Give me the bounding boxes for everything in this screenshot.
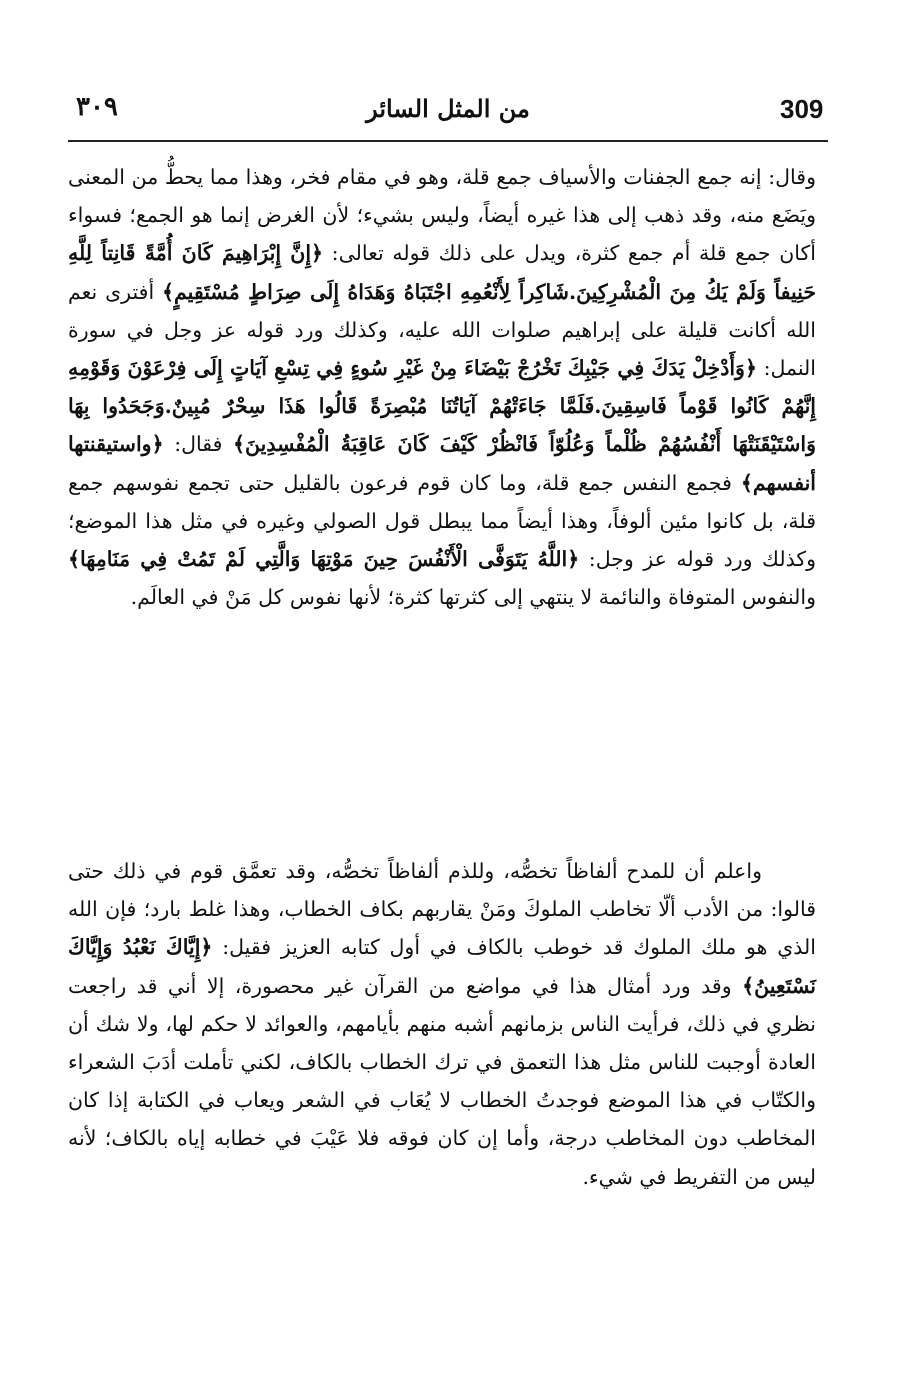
- page-number-arabic: ٣٠٩: [76, 92, 118, 122]
- quran-quote-anfusuhum: ﴿واستيقنتها أنفسهم﴾: [68, 432, 816, 495]
- quran-verse-fatiha: ﴿إِيَّاكَ نَعْبُدُ وَإِيَّاكَ نَسْتَعِينُ﴾: [68, 935, 816, 998]
- paragraph-2-text-b: وقد ورد أمثال هذا في مواضع من القرآن غير محصورة، إلا أني قد راجعت نظري في ذلك، فرأيت الناس بزمانهم أشبه منهم بأيامهم، والعوائد لا حكم لها، ولا شك أن العادة أوجبت للناس مثل هذا التعمق في ترك الخطاب بالكاف، لكني تأملت أدَبَ الشعراء والكتّاب في هذا الموضع فوجدتُ الخطاب لا يُعَاب في الشعر ويعاب في الكتابة إذا كان المخاطب دون المخاطب درجة، وأما إن كان فوقه فلا عَيْبَ في خطابه إياه بالكاف؛ لأنه ليس من التفريط في شيء.: [68, 973, 816, 1189]
- header-divider: [68, 140, 828, 142]
- paragraph-2-text-a: واعلم أن للمدح ألفاظاً تخصُّه، وللذم ألفاظاً تخصُّه، وقد تعمَّق قوم في ذلك حتى قالوا: من الأدب ألّا تخاطب الملوكَ ومَنْ يقاربهم بكاف الخطاب، وهذا غلط بارد؛ فإن الله الذي هو ملك الملوك قد خوطب بالكاف في أول كتابه العزيز فقيل:: [68, 859, 816, 960]
- page-number-latin: 309: [780, 94, 824, 124]
- paragraph-2: [68, 852, 816, 1196]
- paragraph-1: [68, 158, 816, 616]
- quran-verse-ibrahim: ﴿إِنَّ إِبْرَاهِيمَ كَانَ أُمَّةً قَانِتاً لِلَّهِ حَنِيفاً وَلَمْ يَكُ مِنَ الْمُشْرِكِينَ.شَاكِراً لِأَنْعُمِهِ اجْتَبَاهُ وَهَدَاهُ إِلَى صِرَاطٍ مُسْتَقِيمٍ﴾: [68, 241, 816, 304]
- paragraph-1-text-c: فقال:: [163, 432, 234, 457]
- page-header: [68, 86, 828, 136]
- paragraph-1-text-d: فجمع النفس جمع قلة، وما كان قوم فرعون بالقليل حتى تجمع نفوسهم جمع قلة، بل كانوا مئين ألوفاً، وهذا أيضاً مما يبطل قول الصولي وغيره في مثل هذا الموضع؛ وكذلك ورد قوله عز وجل:: [68, 470, 816, 572]
- paragraph-2-text: [68, 852, 816, 1196]
- paragraph-1-text-a: وقال: إنه جمع الجفنات والأسياف جمع قلة، وهو في مقام فخر، وهذا مما يحطُّ من المعنى ويَضَع منه، وقد ذهب إلى هذا غيره أيضاً، وليس بشيء؛ لأن الغرض إنما هو الجمع؛ فسواء أكان جمع قلة أم جمع كثرة، ويدل على ذلك قوله تعالى:: [68, 165, 816, 266]
- quran-verse-naml: ﴿وَأَدْخِلْ يَدَكَ فِي جَيْبِكَ تَخْرُجْ بَيْضَاءَ مِنْ غَيْرِ سُوءٍ فِي تِسْعِ آيَاتٍ إِلَى فِرْعَوْنَ وَقَوْمِهِ إِنَّهُمْ كَانُوا قَوْماً فَاسِقِينَ.فَلَمَّا جَاءَتْهُمْ آيَاتُنَا مُبْصِرَةً قَالُوا هَذَا سِحْرٌ مُبِينٌ.وَجَحَدُوا بِهَا وَاسْتَيْقَنَتْهَا أَنْفُسُهُمْ ظُلْماً وَعُلُوّاً فَانْظُرْ كَيْفَ كَانَ عَاقِبَةُ الْمُفْسِدِينَ﴾: [68, 356, 817, 457]
- running-title: من المثل السائر: [366, 94, 530, 123]
- paragraph-1-text-e: والنفوس المتوفاة والنائمة لا ينتهي إلى كثرتها كثرة؛ لأنها نفوس كل مَنْ في العالَم.: [130, 585, 816, 610]
- paragraph-1-text-b: أفترى نعم الله أكانت قليلة على إبراهيم صلوات الله عليه، وكذلك ورد قوله عز وجل في سورة النمل:: [68, 279, 816, 381]
- paragraph-1-text: [68, 158, 816, 616]
- quran-verse-zumar: ﴿اللَّهُ يَتَوَفَّى الْأَنْفُسَ حِينَ مَوْتِهَا وَالَّتِي لَمْ تَمُتْ فِي مَنَامِهَا﴾: [68, 547, 580, 572]
